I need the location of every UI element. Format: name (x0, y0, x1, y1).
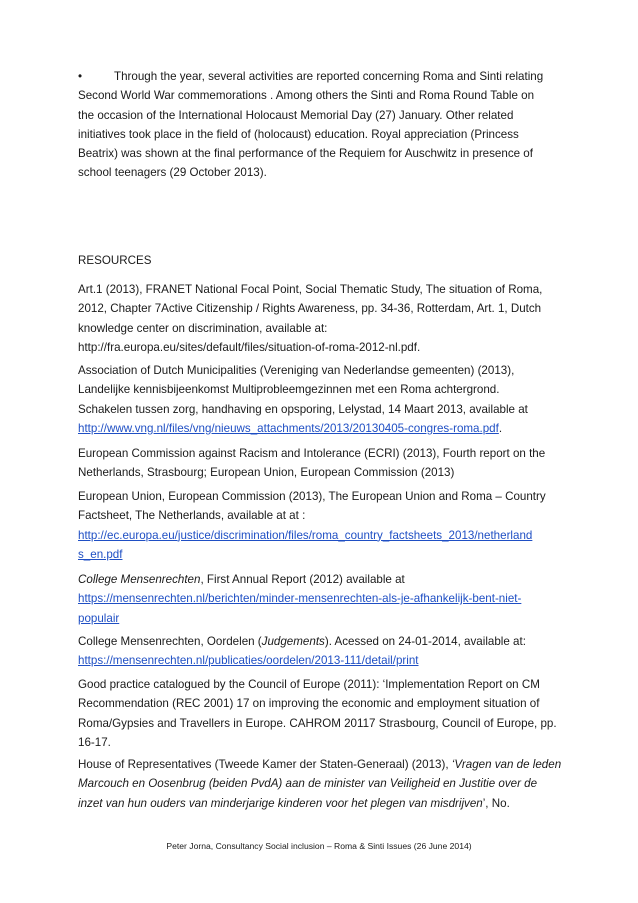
ref-line: Roma/Gypsies and Travellers in Europe. CAHROM 20117 Strasbourg, Council of Europe, pp. (78, 716, 557, 730)
ref-line (78, 570, 568, 589)
ref-line (78, 632, 568, 651)
resources-heading-text: RESOURCES (78, 254, 152, 267)
ref-title-rest: , First Annual Report (2012) available at (200, 573, 405, 586)
reference-council-europe (78, 675, 568, 752)
ref-link-line (78, 419, 568, 438)
bullet-line-5: Beatrix) was shown at the final performance of the Requiem for Auschwitz in presence of (78, 147, 533, 161)
ref-line: European Commission against Racism and Intolerance (ECRI) (2013), Fourth report on the (78, 447, 546, 460)
ref-line: Good practice catalogued by the Council of Europe (2011): ‘Implementation Report on CM (78, 678, 540, 691)
ref-text: ). Acessed on 24-01-2014, available at: (324, 635, 526, 648)
bullet-text: Through the year, several activities are reported concerning Roma and Sinti relating (114, 70, 544, 83)
resources-heading (78, 251, 568, 270)
ref-line: Recommendation (REC 2001) 17 on improving the economic and employment situation of (78, 697, 540, 711)
ref-line: 2012, Chapter 7Active Citizenship / Rights Awareness, pp. 34-36, Rotterdam, Art. 1, Dutch (78, 302, 542, 316)
bullet-mark: • (78, 70, 83, 83)
ref-line: Netherlands, Strasbourg; European Union, European Commission (2013) (78, 466, 455, 480)
ref-line: Factsheet, The Netherlands, available at at : (78, 509, 306, 523)
ref-italic: Judgements (261, 635, 325, 648)
eu-factsheet-link[interactable]: http://ec.europa.eu/justice/discrimination/files/roma_country_factsheets_2013/netherland (78, 528, 533, 542)
ref-italic: inzet van hun ouders van minderjarige kinderen voor het plegen van misdrijven (78, 796, 483, 810)
ref-text: House of Representatives (Tweede Kamer der Staten-Generaal) (2013), (78, 758, 452, 771)
reference-eu-factsheet (78, 487, 568, 564)
bullet-line-6: school teenagers (29 October 2013). (78, 166, 267, 180)
ref-line: Association of Dutch Municipalities (Vereniging van Nederlandse gemeenten) (2013), (78, 364, 515, 377)
reference-college-annual (78, 570, 568, 628)
ref-line (78, 794, 568, 813)
ref-text: College Mensenrechten, Oordelen ( (78, 635, 262, 648)
college-annual-link-cont[interactable]: populair (78, 611, 120, 625)
reference-vng (78, 361, 568, 438)
ref-italic-line: Marcouch en Oosenbrug (beiden PvdA) aan de minister van Veiligheid en Justitie over de (78, 777, 538, 791)
ref-italic-title: College Mensenrechten (78, 573, 201, 586)
ref-line: http://fra.europa.eu/sites/default/files/situation-of-roma-2012-nl.pdf. (78, 340, 421, 354)
ref-line: 16-17. (78, 735, 111, 749)
ref-line: Art.1 (2013), FRANET National Focal Point, Social Thematic Study, The situation of Roma, (78, 283, 543, 296)
reference-ecri (78, 444, 568, 483)
bullet-line-1 (78, 67, 568, 86)
reference-art1 (78, 280, 568, 357)
page-footer: Peter Jorna, Consultancy Social inclusion – Roma & Sinti Issues (26 June 2014) (166, 841, 472, 851)
bullet-line-3: the occasion of the International Holocaust Memorial Day (27) January. Other related (78, 108, 514, 122)
ref-text: ’, No. (482, 796, 510, 810)
reference-house-representatives (78, 755, 568, 813)
ref-line: European Union, European Commission (2013), The European Union and Roma – Country (78, 490, 546, 503)
ref-line: Landelijke kennisbijeenkomst Multiprobleemgezinnen met een Roma achtergrond. (78, 383, 500, 397)
bullet-paragraph (78, 67, 568, 183)
vng-link[interactable]: http://www.vng.nl/files/vng/nieuws_attachments/2013/20130405-congres-roma.pdf (78, 421, 499, 435)
ref-punct: . (498, 421, 503, 435)
ref-line: Schakelen tussen zorg, handhaving en opsporing, Lelystad, 14 Maart 2013, available at (78, 402, 528, 416)
bullet-line-4: initiatives took place in the field of (holocaust) education. Royal appreciation (Princess (78, 127, 519, 141)
college-annual-link[interactable]: https://mensenrechten.nl/berichten/minder-mensenrechten-als-je-afhankelijk-bent-niet- (78, 592, 522, 606)
ref-line (78, 755, 568, 774)
ref-line: knowledge center on discrimination, available at: (78, 321, 328, 335)
eu-factsheet-link-cont[interactable]: s_en.pdf (78, 547, 123, 561)
bullet-line-2: Second World War commemorations . Among others the Sinti and Roma Round Table on (78, 89, 535, 103)
ref-italic: ‘Vragen van de leden (451, 758, 562, 771)
reference-college-oordelen (78, 632, 568, 671)
college-oordelen-link[interactable]: https://mensenrechten.nl/publicaties/oordelen/2013-111/detail/print (78, 654, 419, 668)
